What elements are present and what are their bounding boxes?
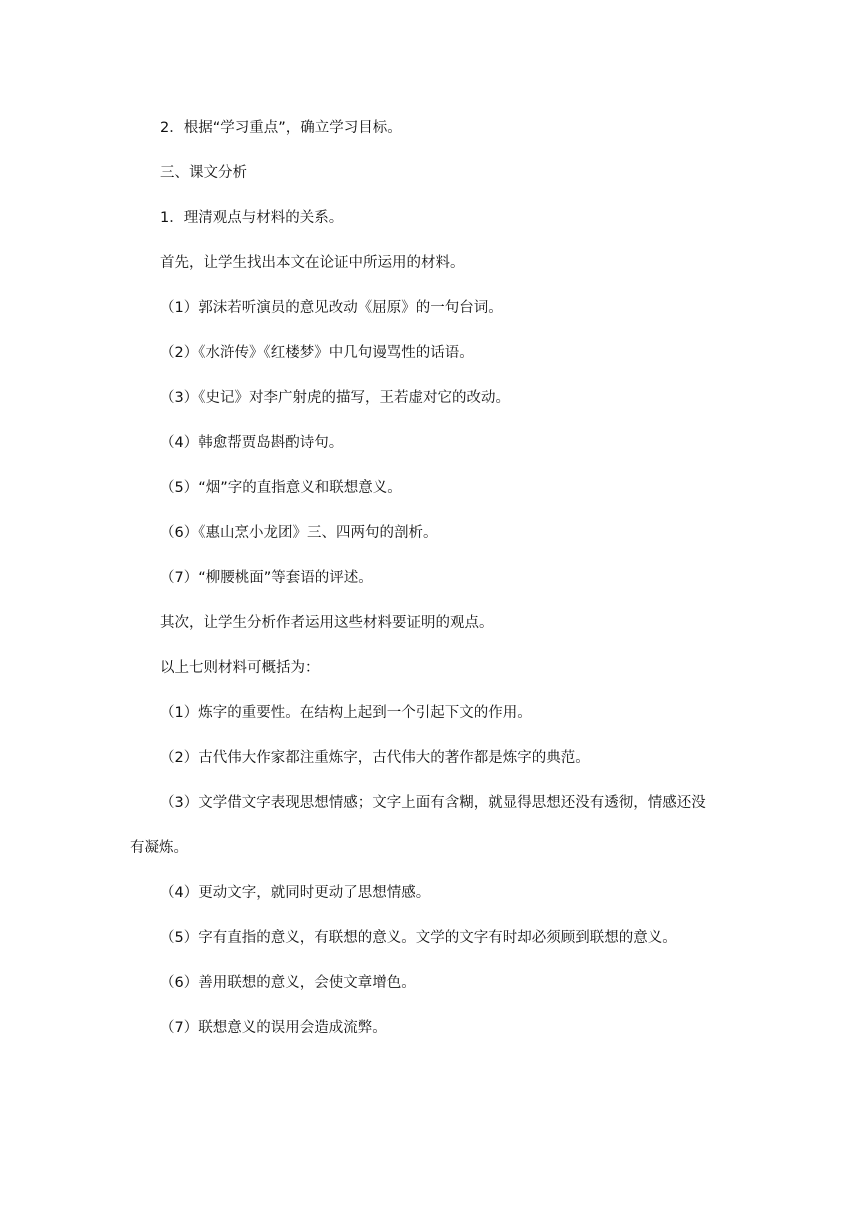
list-item: （2）《水浒传》《红楼梦》中几句谩骂性的话语。	[160, 345, 474, 361]
paragraph-line: 其次，让学生分析作者运用这些材料要证明的观点。	[160, 615, 494, 631]
list-item: （3）文学借文字表现思想情感；文字上面有含糊，就显得思想还没有透彻，情感还没	[160, 795, 706, 811]
paragraph-line: 以上七则材料可概括为：	[160, 660, 320, 676]
list-item: （2）古代伟大作家都注重炼字，古代伟大的著作都是炼字的典范。	[160, 750, 590, 766]
list-item: （4）更动文字，就同时更动了思想情感。	[160, 885, 431, 901]
list-item: （7）“柳腰桃面”等套语的评述。	[160, 570, 373, 586]
subsection-heading: 1．理清观点与材料的关系。	[160, 210, 344, 226]
list-item: （6）善用联想的意义，会使文章增色。	[160, 975, 416, 991]
list-item: （5）“烟”字的直指意义和联想意义。	[160, 480, 402, 496]
list-item: （5）字有直指的意义，有联想的意义。文学的文字有时却必须顾到联想的意义。	[160, 930, 677, 946]
list-item: （7）联想意义的误用会造成流弊。	[160, 1020, 387, 1036]
paragraph-line: 2．根据“学习重点”，确立学习目标。	[160, 120, 402, 136]
list-item-continuation: 有凝炼。	[130, 840, 188, 856]
list-item: （3）《史记》对李广射虎的描写，王若虚对它的改动。	[160, 390, 510, 406]
list-item: （4）韩愈帮贾岛斟酌诗句。	[160, 435, 344, 451]
paragraph-line: 首先，让学生找出本文在论证中所运用的材料。	[160, 255, 465, 271]
list-item: （1）郭沫若听演员的意见改动《屈原》的一句台词。	[160, 300, 503, 316]
list-item: （6）《惠山烹小龙团》三、四两句的剖析。	[160, 525, 438, 541]
list-item: （1）炼字的重要性。在结构上起到一个引起下文的作用。	[160, 705, 532, 721]
section-heading: 三、课文分析	[160, 165, 247, 181]
